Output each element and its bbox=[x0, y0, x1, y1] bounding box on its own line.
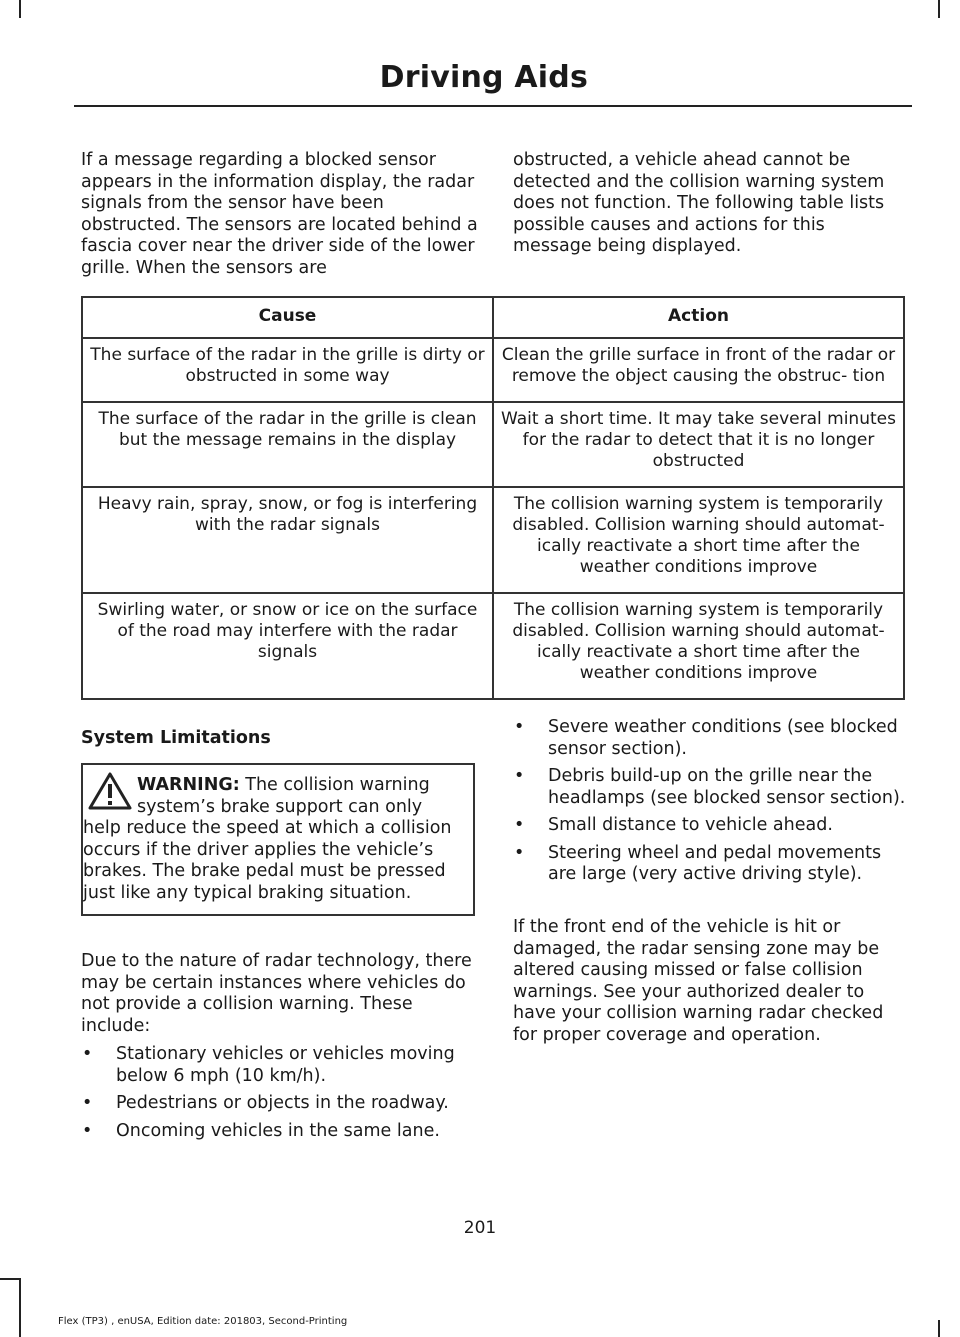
table-header-action: Action bbox=[493, 297, 904, 338]
limitations-closing: If the front end of the vehicle is hit or damaged, the radar sensing zone may be altered causing missed or false collision warnings. See your authorized dealer to have your collision warning radar checked for proper coverage and operation. bbox=[513, 917, 884, 1045]
table-row bbox=[82, 593, 904, 699]
table-cell-cause: The surface of the radar in the grille is dirty or obstructed in some way bbox=[82, 338, 493, 402]
list-item: • Debris build-up on the grille near the headlamps (see blocked sensor section). bbox=[513, 766, 908, 809]
list-item: • Severe weather conditions (see blocked sensor section). bbox=[513, 717, 908, 760]
table-cell-action: Wait a short time. It may take several minutes for the radar to detect that it is no longer obstructed bbox=[493, 402, 904, 487]
crop-mark-top-left-vertical bbox=[19, 0, 21, 18]
limitations-body: Due to the nature of radar technology, there may be certain instances where vehicles do not provide a collision warning. These include: bbox=[81, 951, 472, 1036]
list-item: • Steering wheel and pedal movements are large (very active driving style). bbox=[513, 843, 908, 886]
page-title: Driving Aids bbox=[379, 60, 588, 95]
intro-paragraph-left: If a message regarding a blocked sensor appears in the information display, the radar signals from the sensor have been obstructed. The sensors are located behind a fascia cover near the driver side of the lower grille. When the sensors are bbox=[81, 150, 478, 278]
intro-paragraph-right: obstructed, a vehicle ahead cannot be detected and the collision warning system does not function. The following table lists possible causes and actions for this message being displayed. bbox=[513, 150, 885, 256]
table-header-row bbox=[82, 297, 904, 338]
table-cell-action: Clean the grille surface in front of the radar or remove the object causing the obstruc- tion bbox=[493, 338, 904, 402]
list-item: • Oncoming vehicles in the same lane. bbox=[81, 1121, 481, 1143]
section-heading: System Limitations bbox=[81, 728, 271, 748]
limitations-list-right bbox=[513, 717, 908, 892]
list-item: • Pedestrians or objects in the roadway. bbox=[81, 1093, 481, 1115]
table-cell-cause: The surface of the radar in the grille is clean but the message remains in the display bbox=[82, 402, 493, 487]
table-cell-action: The collision warning system is temporarily disabled. Collision warning should automat- ically reactivate a short time after the weather conditions improve bbox=[493, 487, 904, 593]
warning-box bbox=[81, 763, 475, 916]
table-row bbox=[82, 338, 904, 402]
table-cell-action: The collision warning system is temporarily disabled. Collision warning should automat- ically reactivate a short time after the weather conditions improve bbox=[493, 593, 904, 699]
page-number: 201 bbox=[463, 1218, 497, 1238]
warning-label: WARNING: bbox=[137, 775, 240, 795]
header-divider bbox=[74, 105, 912, 107]
crop-mark-bottom-right-vertical bbox=[938, 1320, 940, 1337]
warning-triangle-icon bbox=[87, 771, 133, 811]
table-row bbox=[82, 402, 904, 487]
table-header-cause: Cause bbox=[82, 297, 493, 338]
edition-footer: Flex (TP3) , enUSA, Edition date: 201803, Second-Printing bbox=[58, 1316, 348, 1327]
table-row bbox=[82, 487, 904, 593]
crop-mark-top-right-vertical bbox=[938, 0, 940, 18]
crop-mark-bottom-left-horizontal bbox=[0, 1278, 19, 1280]
list-item: • Small distance to vehicle ahead. bbox=[513, 815, 908, 837]
crop-mark-bottom-left-vertical bbox=[19, 1278, 21, 1337]
limitations-list-left bbox=[81, 1044, 481, 1148]
causes-actions-table bbox=[81, 296, 905, 700]
warning-text: The collision warning system’s brake support can only help reduce the speed at which a collision occurs if the driver applies the vehicle’s brakes. The brake pedal must be pressed just like any typical braking situation. bbox=[83, 775, 452, 903]
list-item: • Stationary vehicles or vehicles moving below 6 mph (10 km/h). bbox=[81, 1044, 481, 1087]
table-cell-cause: Swirling water, or snow or ice on the surface of the road may interfere with the radar signals bbox=[82, 593, 493, 699]
table-cell-cause: Heavy rain, spray, snow, or fog is interfering with the radar signals bbox=[82, 487, 493, 593]
